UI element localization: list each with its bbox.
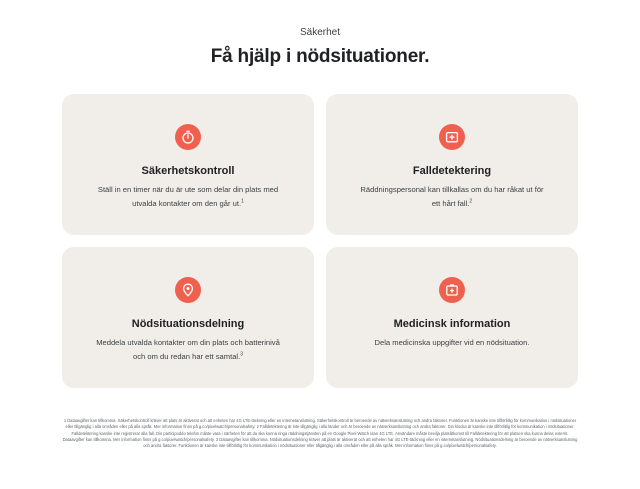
location-pin-icon — [175, 277, 201, 303]
card-description: Dela medicinska uppgifter vid en nödsituation. — [374, 338, 530, 347]
card-description: Meddela utvalda kontakter om din plats och batterinivå och om du redan har ett samtal.$^3$ — [96, 338, 280, 361]
feature-card-safety-check — [62, 94, 314, 235]
card-title: Nödsituationsdelning — [131, 318, 245, 330]
card-description: Räddningspersonal kan tillkallas om du har råkat ut för ett hårt fall.$^2$ — [360, 185, 544, 208]
card-title: Medicinsk information — [393, 318, 511, 330]
legal-footnote: 1 Dataavgifter kan tillkomma. Säkerhetskontroll kräver att plats är aktiverat och att enheten har 4G LTE-täckning eller en internetanslutning. Säkerhetskontroll är beroende av nätverksanslutning och andra faktorer. Funktionen är kanske inte tillförlitlig för kommunikation i nödsituationer eller tillgänglig i alla områden eller på alla språk. Mer information finns på g.co/pixelwatch/personalsafety. 2 Falldetektering är inte tillgänglig i alla länder och är beroende av nätverksanslutning och andra faktorer. Din klocka är kanske inte tillförlitlig för kommunikation i nödsituationer. Falldetektering kanske inte registrerar alla fall. Din participoddo telefon måste vara i närheten för att du ska kunna ringa räddningstjänsten på en Google Pixel Watch utan 4G LTE. Användare måste bevilja platsåtkomst till Falldetektering för att platsen ska kunna delas externt. Dataavgifter kan tillkomma. Mer information finns på g.co/pixelwatch/personalsafety. 3 Dataavgifter kan tillkomma. Nödsituationsdelning kräver att plats är aktiverat och att enheten har 4G LTE-täckning eller en internetanslutning. Nödsituationsdelning är beroende av nätverksanslutning och andra faktorer. Funktionen är kanske inte tillförlitlig för kommunikation i nödsituationer eller tillgänglig i alla områden eller på alla språk. Mer information finns på g.co/pixelwatch/personalsafety. — [62, 418, 578, 449]
card-title: Säkerhetskontroll — [141, 165, 235, 177]
stopwatch-icon — [175, 124, 201, 150]
feature-card-emergency-sharing — [62, 247, 314, 388]
section-title: Få hjälp i nödsituationer. — [210, 46, 430, 67]
feature-card-medical-info — [326, 247, 578, 388]
first-aid-icon — [439, 124, 465, 150]
medical-id-icon — [439, 277, 465, 303]
card-description: Ställ in en timer när du är ute som delar din plats med utvalda kontakter om den går ut.$^1$ — [97, 185, 279, 208]
card-title: Falldetektering — [412, 165, 492, 177]
feature-card-fall-detection — [326, 94, 578, 235]
section-eyebrow: Säkerhet — [299, 27, 341, 38]
